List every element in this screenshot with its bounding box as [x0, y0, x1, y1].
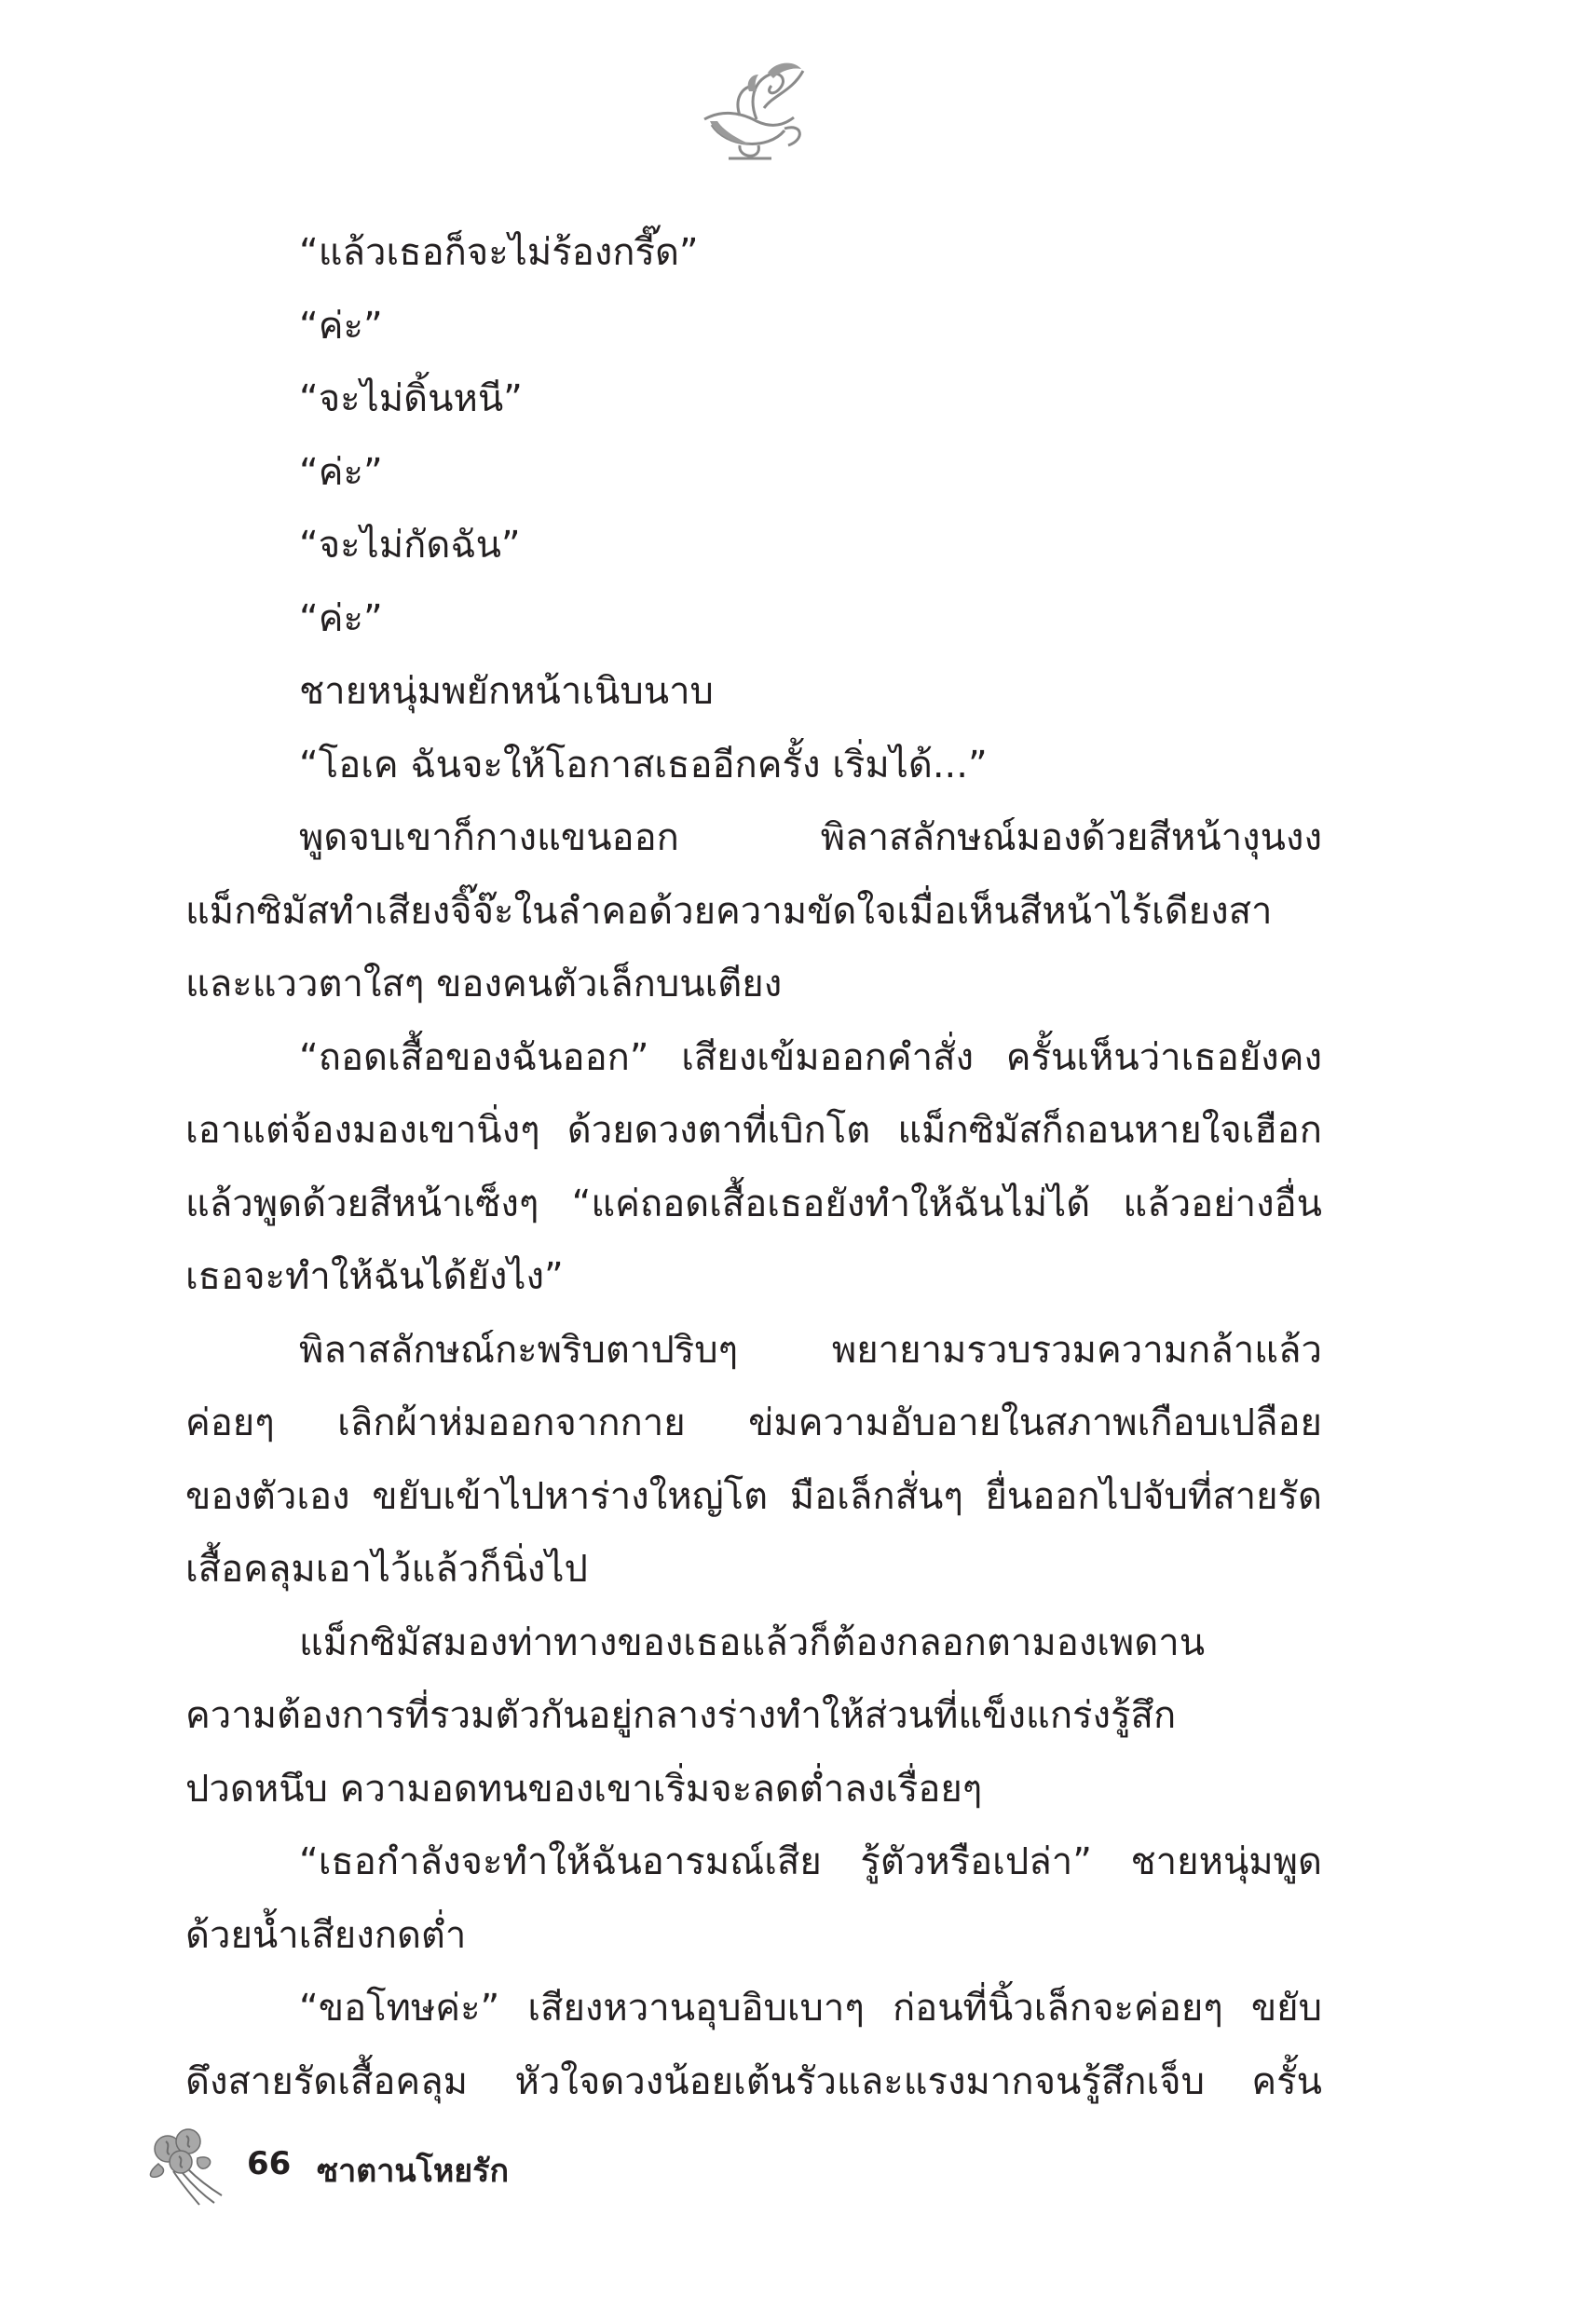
text-line: แล้วพูดด้วยสีหน้าเซ็งๆ “แค่ถอดเสื้อเธอยังทำให้ฉันไม่ได้ แล้วอย่างอื่น — [185, 1182, 1322, 1225]
text-line: “ค่ะ” — [299, 304, 383, 348]
text-line: และแววตาใสๆ ของคนตัวเล็กบนเตียง — [185, 963, 783, 1005]
text-line: แม็กซิมัสทำเสียงจิ๊จ๊ะในลำคอด้วยความขัดใจเมื่อเห็นสีหน้าไร้เดียงสา — [185, 889, 1273, 933]
text-line: “ถอดเสื้อของฉันออก” เสียงเข้มออกคำสั่ง ครั้นเห็นว่าเธอยังคง — [299, 1035, 1322, 1079]
text-line: “แล้วเธอก็จะไม่ร้องกรี๊ด” — [299, 231, 699, 274]
text-line: พิลาสลักษณ์กะพริบตาปริบๆ พยายามรวบรวมความกล้าแล้ว — [299, 1328, 1322, 1372]
text-line: ปวดหนึบ ความอดทนของเขาเริ่มจะลดต่ำลงเรื่อยๆ — [185, 1767, 983, 1811]
text-line: “จะไม่กัดฉัน” — [299, 524, 521, 567]
text-line: พูดจบเขาก็กางแขนออก พิลาสลักษณ์มองด้วยสีหน้างุนงง — [299, 816, 1322, 859]
text-line: แม็กซิมัสมองท่าทางของเธอแล้วก็ต้องกลอกตามองเพดาน — [299, 1620, 1206, 1664]
lamp-ornament-icon — [684, 54, 814, 175]
text-line: เอาแต่จ้องมองเขานิ่งๆ ด้วยดวงตาที่เบิกโต แม็กซิมัสก็ถอนหายใจเฮือก — [185, 1109, 1322, 1152]
book-title: ซาตานโหยรัก — [317, 2153, 510, 2190]
text-line: ค่อยๆ เลิกผ้าห่มออกจากกาย ข่มความอับอายในสภาพเกือบเปลือย — [185, 1402, 1322, 1444]
body-text — [185, 216, 1322, 2118]
rose-ornament-icon — [140, 2117, 233, 2210]
text-line: ชายหนุ่มพยักหน้าเนิบนาบ — [299, 670, 714, 713]
text-line: “ขอโทษค่ะ” เสียงหวานอุบอิบเบาๆ ก่อนที่นิ้วเล็กจะค่อยๆ ขยับ — [299, 1987, 1322, 2030]
page-number: 66 — [247, 2145, 292, 2182]
text-line: ด้วยน้ำเสียงกดต่ำ — [185, 1913, 467, 1957]
text-line: “ค่ะ” — [299, 596, 383, 640]
text-line: “เธอกำลังจะทำให้ฉันอารมณ์เสีย รู้ตัวหรือเปล่า” ชายหนุ่มพูด — [299, 1840, 1322, 1883]
text-line: “จะไม่ดิ้นหนี” — [299, 377, 523, 420]
page-footer — [140, 2117, 792, 2210]
text-line: “โอเค ฉันจะให้โอกาสเธออีกครั้ง เริ่มได้...” — [299, 743, 988, 786]
text-line: ดึงสายรัดเสื้อคลุม หัวใจดวงน้อยเต้นรัวและแรงมากจนรู้สึกเจ็บ ครั้น — [185, 2059, 1322, 2103]
text-line: ของตัวเอง ขยับเข้าไปหาร่างใหญ่โต มือเล็กสั่นๆ ยื่นออกไปจับที่สายรัด — [185, 1474, 1322, 1518]
text-line: เธอจะทำให้ฉันได้ยังไง” — [185, 1255, 564, 1298]
text-line: ความต้องการที่รวมตัวกันอยู่กลางร่างทำให้ส่วนที่แข็งแกร่งรู้สึก — [185, 1694, 1177, 1737]
text-line: เสื้อคลุมเอาไว้แล้วก็นิ่งไป — [185, 1548, 588, 1591]
text-line: “ค่ะ” — [299, 450, 383, 494]
